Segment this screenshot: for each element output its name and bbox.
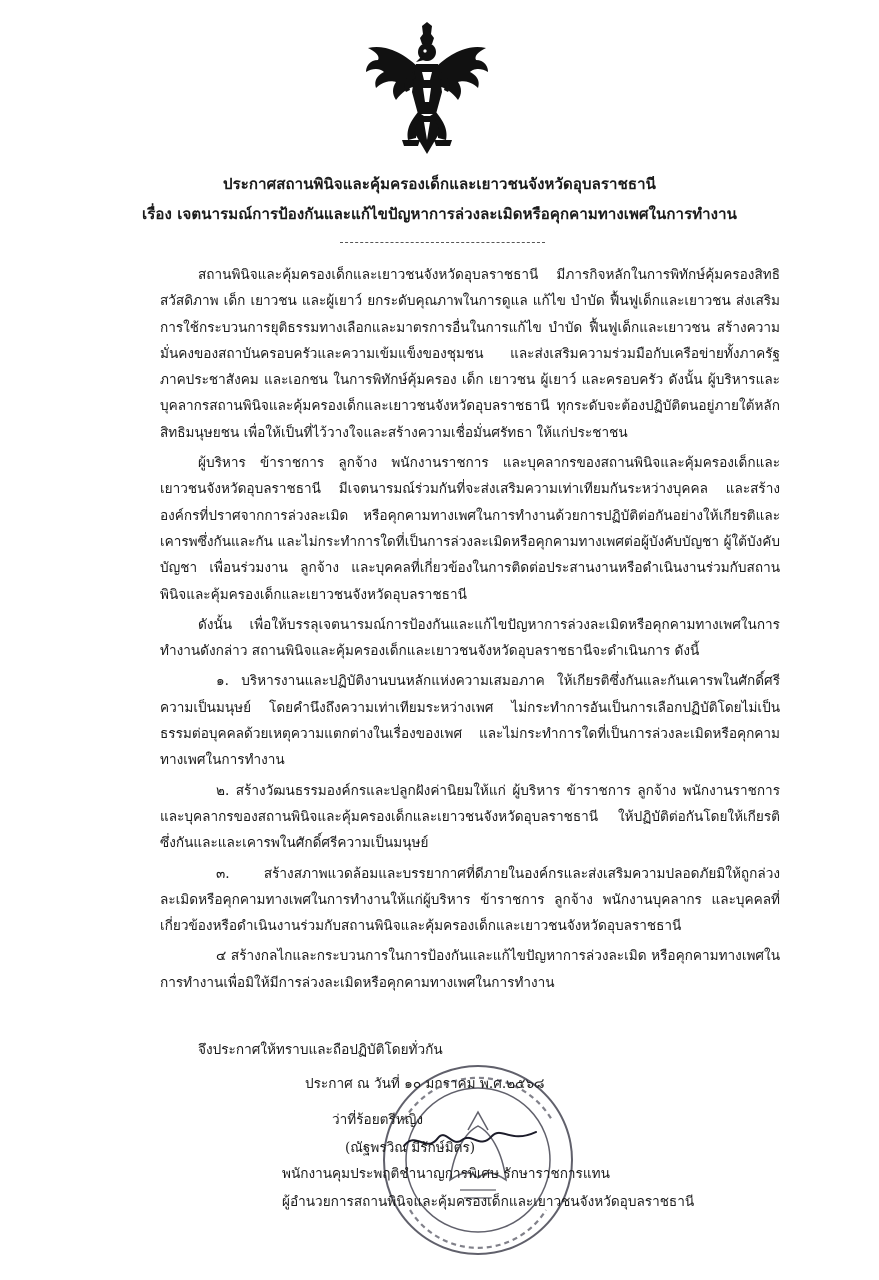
signer-position-2: ผู้อำนวยการสถานพินิจและคุ้มครองเด็กและเยาวชนจังหวัดอุบลราชธานี <box>282 1194 695 1210</box>
paragraph-intent: ผู้บริหาร ข้าราชการ ลูกจ้าง พนักงานราชการ และบุคลากรของสถานพินิจและคุ้มครองเด็กและเยาวชนจังหวัดอุบลราชธานี มีเจตนารมณ์ร่วมกันที่จะส่งเสริมความเท่าเทียมกันระหว่างบุคคล และสร้างองค์กรที่ปราศจากการล่วงละเมิด หรือคุกคามทางเพศในการทำงานด้วยการปฏิบัติต่อกันอย่างให้เกียรติและเคารพซึ่งกันและกัน และไม่กระทำการใดที่เป็นการล่วงละเมิดหรือคุกคามทางเพศต่อผู้บังคับบัญชา ผู้ใต้บังคับบัญชา เพื่อนร่วมงาน ลูกจ้าง และบุคคลที่เกี่ยวข้องในการติดต่อประสานงานหรือดำเนินงานร่วมกับสถานพินิจและคุ้มครองเด็กและเยาวชนจังหวัดอุบลราชธานี <box>160 455 780 603</box>
list-item-4: ๔ สร้างกลไกและกระบวนการในการป้องกันและแก้ไขปัญหาการล่วงละเมิด หรือคุกคามทางเพศในการทำงานเพื่อมิให้มีการล่วงละเมิดหรือคุกคามทางเพศในการทำงาน <box>160 948 780 991</box>
list-item-2: ๒. สร้างวัฒนธรรมองค์กรและปลูกฝังค่านิยมให้แก่ ผู้บริหาร ข้าราชการ ลูกจ้าง พนักงานราชการและบุคลากรของสถานพินิจและคุ้มครองเด็กและเยาวชนจังหวัดอุบลราชธานี ให้ปฏิบัติต่อกันโดยให้เกียรติซึ่งกันและและเคารพในศักดิ์ศรีความเป็นมนุษย์ <box>160 782 780 852</box>
signer-name: (ณัฐพรวิณ มีรักษ์มิตร) <box>345 1140 476 1156</box>
garuda-emblem-icon <box>362 22 492 158</box>
paragraph-therefore: ดังนั้น เพื่อให้บรรลุเจตนารมณ์การป้องกันและแก้ไขปัญหาการล่วงละเมิดหรือคุกคามทางเพศในการทำงานดังกล่าว สถานพินิจและคุ้มครองเด็กและเยาวชนจังหวัดอุบลราชธานีจะดำเนินการ ดังนี้ <box>160 616 780 660</box>
closing-statement: จึงประกาศให้ทราบและถือปฏิบัติโดยทั่วกัน <box>198 1042 443 1058</box>
list-item-3: ๓. สร้างสภาพแวดล้อมและบรรยากาศที่ดีภายในองค์กรและส่งเสริมความปลอดภัยมิให้ถูกล่วงละเมิดหรือคุกคามทางเพศในการทำงานให้แก่ผู้บริหาร ข้าราชการ ลูกจ้าง พนักงานบุคลากร และบุคคลที่เกี่ยวข้องหรือดำเนินงานร่วมกับสถานพินิจและคุ้มครองเด็กและเยาวชนจังหวัดอุบลราชธานี <box>160 865 780 935</box>
announcement-body <box>160 262 780 996</box>
title-line-1: ประกาศสถานพินิจและคุ้มครองเด็กและเยาวชนจังหวัดอุบลราชธานี <box>222 175 656 193</box>
signer-rank: ว่าที่ร้อยตรีหญิง <box>332 1112 423 1128</box>
list-item-1: ๑. บริหารงานและปฏิบัติงานบนหลักแห่งความเสมอภาค ให้เกียรติซึ่งกันและกันเคารพในศักดิ์ศรีความเป็นมนุษย์ โดยคำนึงถึงความเท่าเทียมระหว่างเพศ ไม่กระทำการอันเป็นการเลือกปฏิบัติโดยไม่เป็นธรรมต่อบุคคลด้วยเหตุความแตกต่างในเรื่องของเพศ และไม่กระทำการใดที่เป็นการล่วงละเมิดหรือคุกคามทางเพศในการทำงาน <box>160 673 780 769</box>
title-divider <box>340 242 545 243</box>
title-line-2: เรื่อง เจตนารมณ์การป้องกันและแก้ไขปัญหาการล่วงละเมิดหรือคุกคามทางเพศในการทำงาน <box>142 205 737 223</box>
signer-position-1: พนักงานคุมประพฤติชำนาญการพิเศษ รักษาราชการแทน <box>282 1166 610 1182</box>
paragraph-mission: สถานพินิจและคุ้มครองเด็กและเยาวชนจังหวัดอุบลราชธานี มีภารกิจหลักในการพิทักษ์คุ้มครองสิทธิ สวัสดิภาพ เด็ก เยาวชน และผู้เยาว์ ยกระดับคุณภาพในการดูแล แก้ไข บำบัด ฟื้นฟูเด็กและเยาวชน ส่งเสริมการใช้กระบวนการยุติธรรมทางเลือกและมาตรการอื่นในการแก้ไข บำบัด ฟื้นฟูเด็กและเยาวชน สร้างความมั่นคงของสถาบันครอบครัวและความเข้มแข็งของชุมชน และส่งเสริมความร่วมมือกับเครือข่ายทั้งภาครัฐ ภาคประชาสังคม และเอกชน ในการพิทักษ์คุ้มครอง เด็ก เยาวชน ผู้เยาว์ และครอบครัว ดังนั้น ผู้บริหารและบุคลากรสถานพินิจและคุ้มครองเด็กและเยาวชนจังหวัดอุบลราชธานี ทุกระดับจะต้องปฏิบัติตนอยู่ภายใต้หลักสิทธิมนุษยชน เพื่อให้เป็นที่ไว้วางใจและสร้างความเชื่อมั่นศรัทธา ให้แก่ประชาชน <box>160 267 780 441</box>
announcement-date: ประกาศ ณ วันที่ ๑๐ มกราคม พ.ศ.๒๕๖๘ <box>305 1076 545 1092</box>
